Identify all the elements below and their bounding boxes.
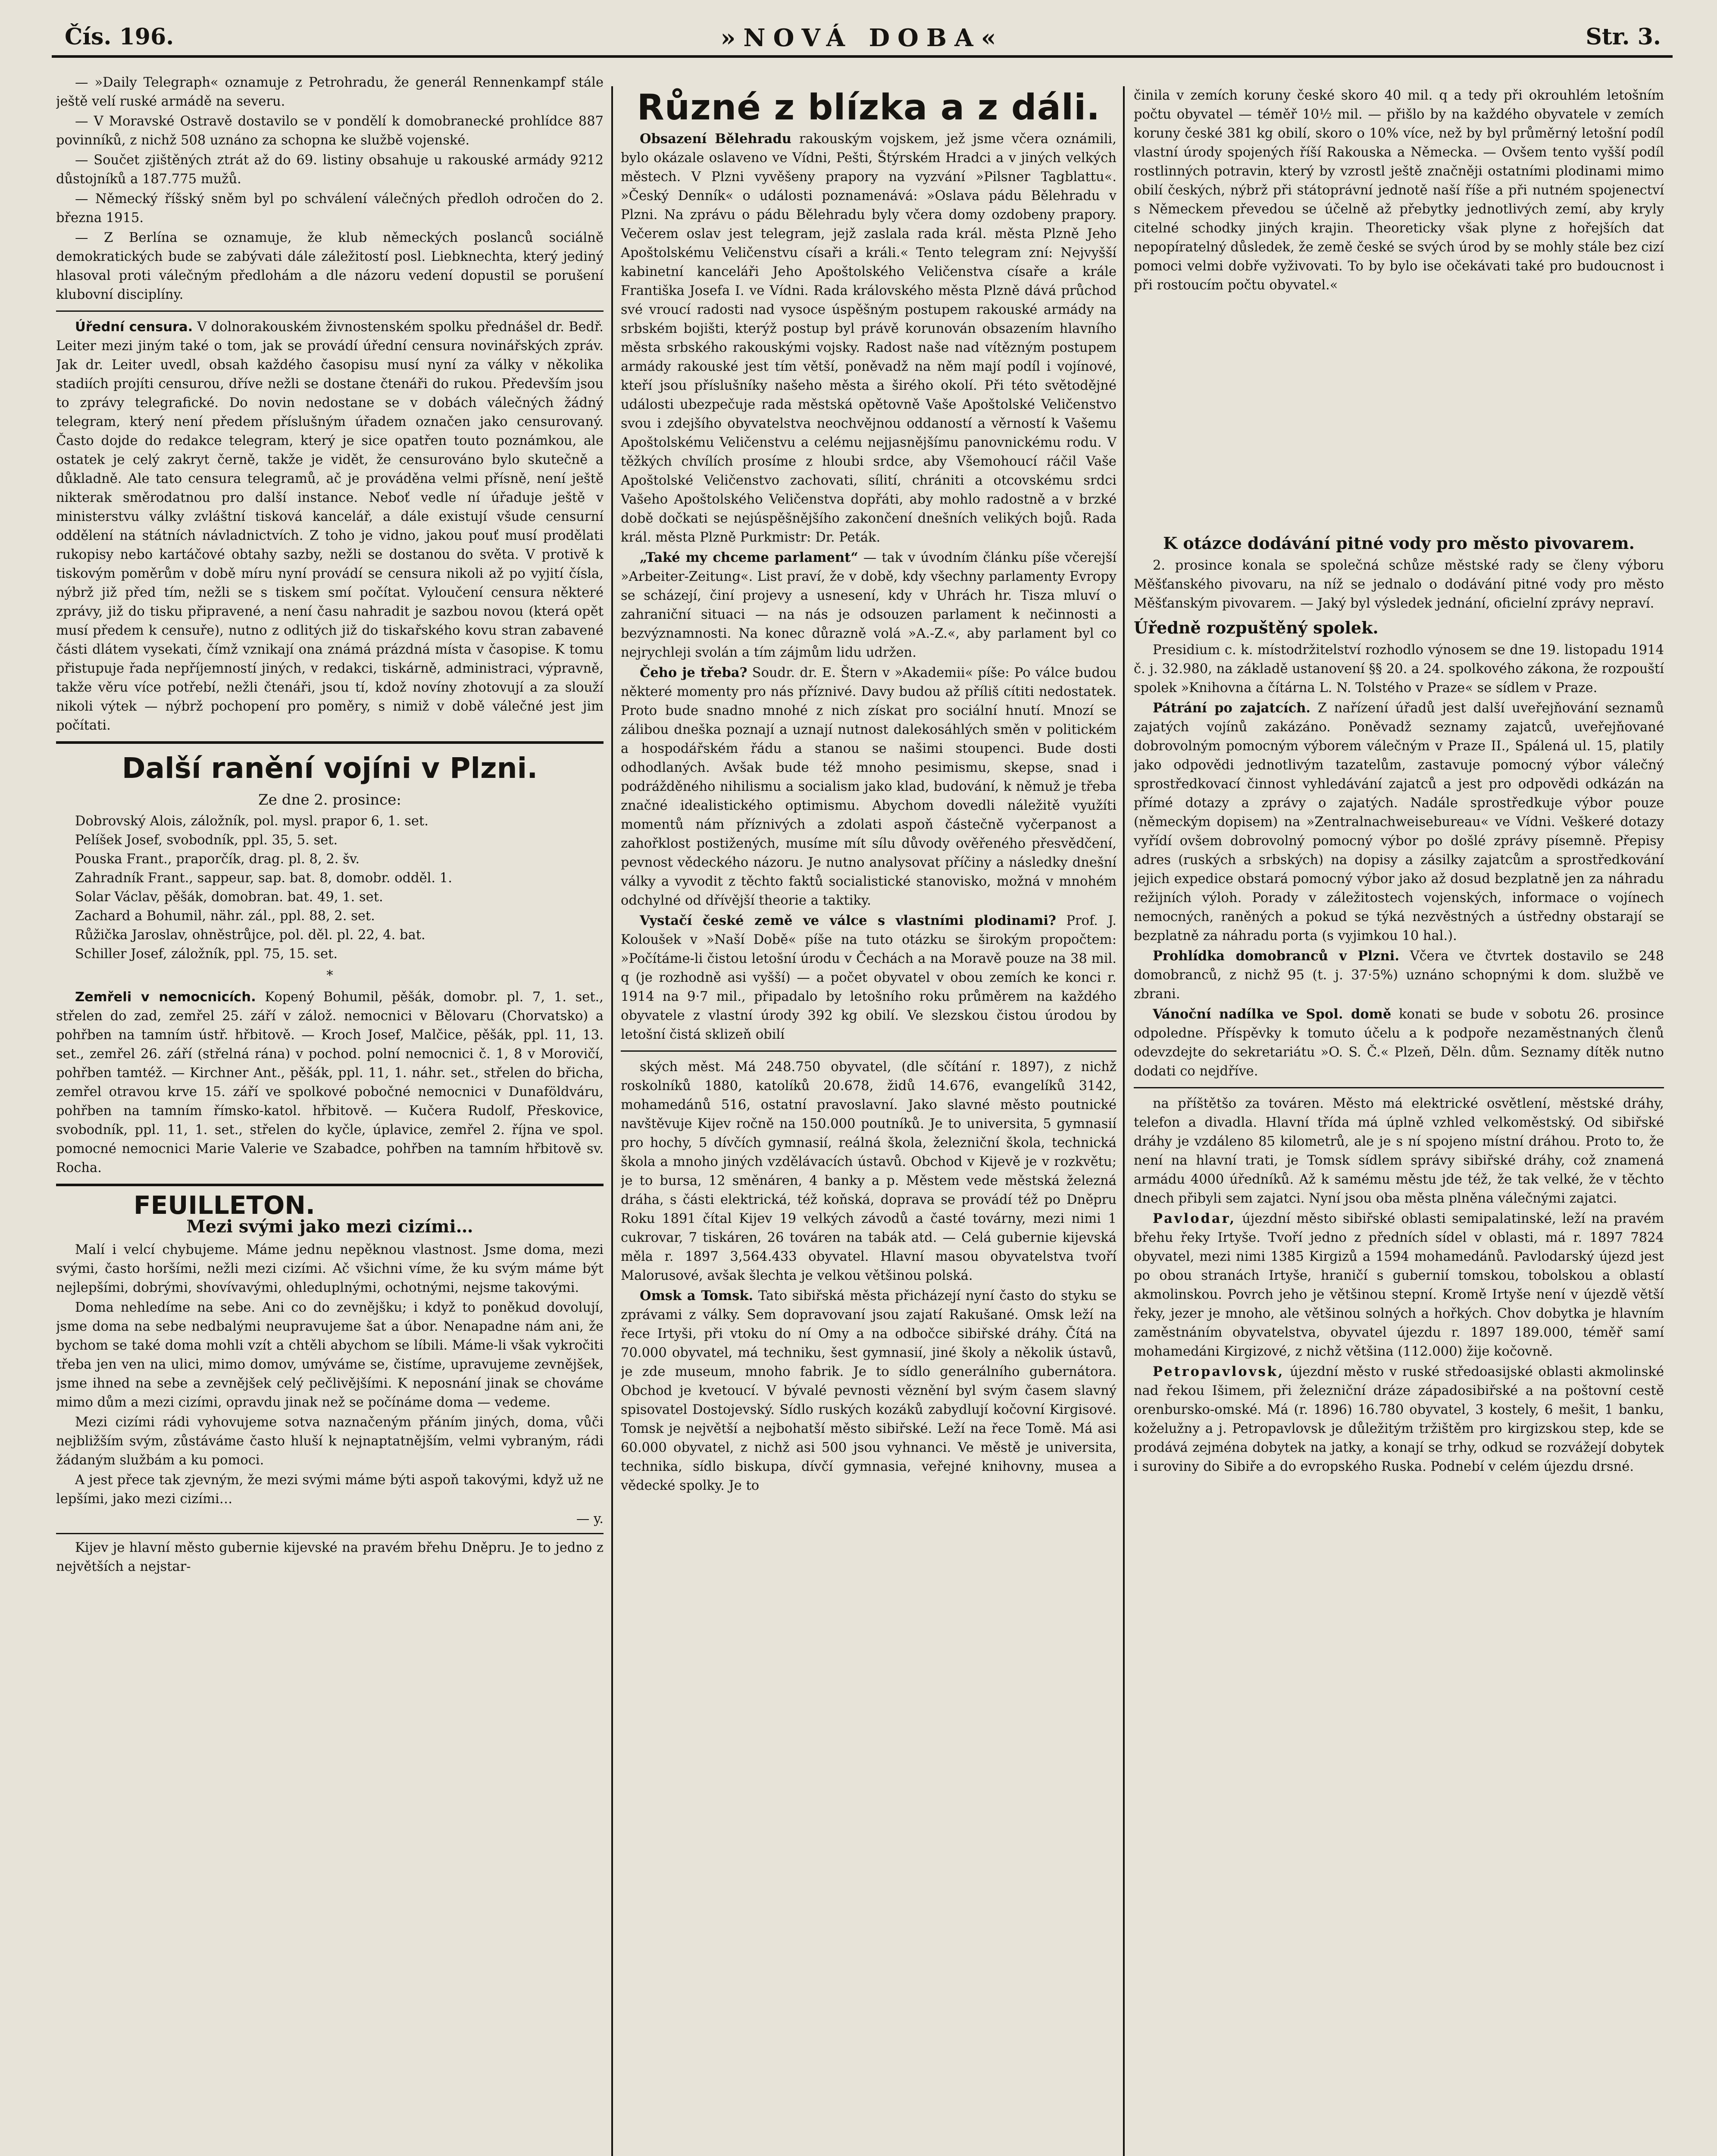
nadilka-text: konati se bude v sobotu 26. prosince odpoledne. Příspěvky k tomuto účelu a k podpoře nezaměstnaných členů odevzdejte do sekretariátu »O. S. Č.« Plzeň, Děln. dům. Seznamy dítěk nutno dodati co nejdříve. [1134,1007,1664,1079]
news-item: — Německý říšský sněm byl po schválení válečných předloh odročen do 2. března 1915. [56,191,604,226]
parlament-text: — tak v úvodním článku píše včerejší »Arbeiter-Zeitung«. List praví, že v době, kdy všechny parlamenty Evropy se scházejí, činí projevy a usnesení, kdy v Uhrách hr. Tisza mluví o zahraniční situaci — na nás je odsouzen parlament k nečinnosti a bezvýznamnosti. Na konec důrazně volá »A.-Z.«, aby parlament byl co nejrychleji svolán a tím zájmům lidu udržen. [621,550,1117,660]
kijev-start: Kijev je hlavní město gubernie kijevské na pravém břehu Dněpru. Je to jedno z největších a nejstar- [56,1540,604,1574]
zemreli-heading: Zemřeli v nemocnicích. [75,990,256,1005]
news-item: — V Moravské Ostravě dostavilo se v pondělí k domobranecké prohlídce 887 povinníků, z nichž 508 uznáno za schopna ke službě vojenské. [56,114,604,148]
page-number: Str. 3. [1586,24,1661,50]
raneni-list [56,812,604,964]
feuilleton-heading: FEUILLETON. [134,1191,315,1220]
news-item: — Z Berlína se oznamuje, že klub německých poslanců sociálně demokratických bude se zabývati dále záležitostí posl. Liebknechta, který jediný hlasoval proti válečným předlohám a dle názoru vedení dopustil se porušení klubovní disciplíny. [56,230,604,302]
article-censura [56,318,604,735]
petropavlovsk-heading: Petropavlovsk, [1153,1364,1285,1379]
news-item: — Součet zjištěných ztrát až do 69. listiny obsahuje u rakouské armády 9212 důstojníků a 187.775 mužů. [56,153,604,187]
omsk-text: Tato sibiřská města přicházejí nyní často do styku se zprávami z války. Sem dopravovaní jsou zajatí Rakušané. Omsk leží na řece Irtyši, při vtoku do ní Omy a na odbočce sibiřské dráhy. Čítá na 70.000 obyvatel, má techniku, šest gymnasií, jiné školy a několik ústavů, je zde museum, mnoho fabrik. Je to sídlo generálního gubernátora. Obchod je kvetoucí. V bývalé pevnosti věznění byl svým časem slavný spisovatel Dostojevský. Sídlo ruských kozáků zabydlují kočovní Kirgisové. Tomsk je největší a nejbohatší město sibiřské. Leží na řece Tomě. Má asi 60.000 obyvatel, z nichž asi 500 jsou vyhnanci. Ve městě je universita, technika, sídlo biskupa, dívčí gymnasia, veřejné knihovny, musea a vědecké spolky. Je to [621,1288,1117,1493]
prohlidka-text: Včera ve čtvrtek dostavilo se 248 domobranců, z nichž 95 (t. j. 37·5%) uznáno schopnými k dom. službě ve zbrani. [1134,949,1664,1002]
divider [56,310,604,312]
belehrad-heading: Obsazení Bělehradu [640,131,791,147]
list-item: Pelíšek Josef, svobodník, ppl. 35, 5. set. [75,833,338,848]
ceho-heading: Čeho je třeba? [640,665,747,680]
raneni-date: Ze dne 2. prosince: [258,791,401,808]
censura-heading: Úřední censura. [75,320,193,335]
belehrad-text: rakouským vojskem, jež jsme včera oznámili, bylo okázale oslaveno ve Vídni, Pešti, Štýrském Hradci a v jiných velkých městech. V Plzni vyvěšeny prapory na vyzvání »Pilsner Tagblattu«. »Český Denník« o události poznamenává: »Oslava pádu Bělehradu v Plzni. Na zprávu o pádu Bělehradu byly včera domy ozdobeny prapory. Večerem oslav jest telegram, jejž zaslala rada král. města Plzně Jeho Apoštolskému Veličenstvu císaři a králi.« Tento telegram zní: Nejvyšší kabinetní kanceláři Jeho Apoštolského Veličenstva císaře a krále Františka Josefa I. ve Vídni. Rada královského města Plzně dává průchod své vroucí radosti nad vysoce úspěšným postupem rakouské armády na srbském bojišti, kterýž postup byl právě korunován obsazením hlavního města srbského rakouskými vojsky. Radost naše nad vítězným postupem armády rakouské jest tím větší, poněvadž na něm mají podíl i vojínové, kteří jsou příslušníky našeho města a širého okolí. Při této světodějné události ubezpečuje rada městská opětovně Vaše Apoštolské Veličenstvo svou i zdejšího obyvatelstva neochvějnou oddaností a věrností k Vašemu Apoštolskému Veličenstvu a celému nejjasnějšímu panovnickému rodu. V těžkých chvílích prosíme z hloubi srdce, aby Všemohoucí ráčil Vaše Apoštolské Veličenstvo zachovati, sílití, chrániti a otcovskému srdci Vašeho Apoštolského Veličenstva dopřáti, aby mohlo radostně a v brzké době dočkati se nejúspěšnějšího zakončení dnešních velikých bojů. Rada král. města Plzně Purkmistr: Dr. Peták. [621,132,1117,545]
separator-star: * [326,968,333,983]
zemreli-text: Kopený Bohumil, pěšák, domobr. pl. 7, 1. set., střelen do zad, zemřel 25. září v zálož. nemocnici v Bělovaru (Chorvatsko) a pohřben na tamním ústř. hřbitově. — Kroch Josef, Malčice, pěšák, ppl. 11, 13. set., zemřel 26. září (střelná rána) v pochod. polní nemocnici č. 1, 8 v Morovičí, pohřben tamtéž. — Kirchner Ant., pěšák, ppl. 11, 1. náhr. set., střelen do břicha, zemřel otravou krve 15. září ve spolkové pobočné nemocnici v Dunaföldváru, pohřben na tamním římsko-katol. hřbitově. — Kučera Rudolf, Přeskovice, svobodník, ppl. 11, 1. set., střelen do kyčle, úplavice, zemřel 2. října ve spol. pomocné nemocnici Marie Valerie ve Szabadce, pohřben na tamním hřbitově sv. Rocha. [56,990,604,1175]
list-item: Schiller Josef, záložník, ppl. 75, 15. set. [75,946,338,962]
column-2 [621,86,1117,2156]
section-title: Různé z blízka a z dáli. [637,87,1101,128]
feuilleton-signature: — y. [576,1511,604,1526]
column-rule-2 [1123,86,1125,2156]
voda-text: 2. prosince konala se společná schůze městské rady se členy výboru Měšťanského pivovaru, na níž se jednalo o dodávání pitné vody pro město Měšťanským pivovarem. — Jaký byl výsledek jednání, oficielní zprávy nepraví. [1134,558,1664,611]
divider [56,741,604,744]
spolek-text: Presidium c. k. místodržitelství rozhodlo výnosem se dne 19. listopadu 1914 č. j. 32.980, na základě ustanovení §§ 20. a 24. spolkového zákona, že rozpouští spolek »Knihovna a čítárna L. N. Tolstého v Praze« se sídlem v Praze. [1134,642,1664,696]
feuilleton-paragraph: Doma nehledíme na sebe. Ani co do zevnějšku; i když to poněkud dovolují, jsme doma na sebe nedbalými neupravujeme šat a úbor. Nenapadne nám ani, že bychom se také doma mohli vzít a chtěli abychom se líbili. Máme-li však vykročiti třeba jen ven na ulici, mimo domov, umýváme se, čistíme, upravujeme zevnějšek, jsme ihned na sebe a zevnějšek celý pečlivějšími. K neposnání jinak se chováme mimo dům a mezi cizími, opravdu jinak než se počínáme doma — vedeme. [56,1300,604,1410]
feuilleton-title: Mezi svými jako mezi cizími… [186,1216,473,1237]
article-nadilka [1134,1005,1664,1081]
divider [56,1533,604,1534]
pavlodar-text: újezdní město sibiřské oblasti semipalatinské, leží na pravém břehu řeky Irtyše. Tvoří jedno z předních sídel v oblasti, má r. 1897 7824 obyvatel, mezi nimi 1385 Kirgizů a 1594 mohamedánů. Pavlodarský újezd jest po obou stranách Irtyše, hraničí s gubernií tomskou, tobolskou a oblastí akmolinskou. Povrch jeho je většinou stepní. Kromě Irtyše není v újezdě větší řeky, jezer je mnoho, ale většinou solných a hořkých. Chov dobytka je hlavním zaměstnáním obyvatelstva, obyvatel újezdu r. 1897 189.000, téměř samí mohamedáni Kirgizové, z nichž většina (112.000) žije kočovně. [1134,1211,1664,1359]
list-item: Pouska Frant., praporčík, drag. pl. 8, 2. šv. [75,852,360,867]
pavlodar-heading: Pavlodar, [1153,1211,1236,1226]
column-rule-1 [611,86,613,2156]
divider [1134,1087,1664,1088]
article-belehrad [621,129,1117,547]
article-petropavlovsk [1134,1362,1664,1476]
vystaci-heading: Vystačí české země ve válce s vlastními plodinami? [640,913,1056,928]
patrani-text: Z nařízení úřadů jest další uveřejňování seznamů zajatých vojínů zakázáno. Poněvadž seznamy zajatců, uveřejňované dobrovolným pomocným výborem válečným v Praze II., Spálená ul. 15, platily jako odpovědi jednotlivým tazatelům, zastavuje pomocný výbor válečný sprostředkovací činnost vyhledávání zajatců a jest pro odpovědi odkázán na přímé dotazy a zprávy o zajatých. Nadále sprostředkuje výbor pouze (německým dopisem) na »Zentralnachweisebureau« ve Vídni. Veškeré dotazy vyřídí ovšem dobrovolný pomocný výbor po došlé zprávy písemně. Přepisy adres (ruských a srbských) na dopisy a zásilky zajatcům a sprostředkování jejich expedice obstará pomocný výbor jako až dosud bezplatně jen za náhradu režijních výloh. Porady v záležitostech vojenských, informace o vojínech nemocných, raněných a pokud se týká nezvěstných a ústředny obstarají se bezplatně za náhradu porta (s vyjimkou 10 hal.). [1134,701,1664,943]
spolek-heading: Úředně rozpuštěný spolek. [1134,618,1379,637]
omsk-heading: Omsk a Tomsk. [640,1288,754,1304]
article-patrani [1134,699,1664,946]
prohlidka-heading: Prohlídka domobranců v Plzni. [1153,948,1399,964]
feuilleton-paragraph: Malí i velcí chybujeme. Máme jednu nepěknou vlastnost. Jsme doma, mezi svými, často horšími, nežli mezi cizími. Ač všichni víme, že ku svým máme být nejlepšími, dobrými, shovívavými, ohleduplnými, ochotnými, nejsme takovými. [56,1242,604,1295]
kijev-continuation: ských měst. Má 248.750 obyvatel, (dle sčítání r. 1897), z nichž roskolníků 1880, katolíků 20.678, židů 14.676, evangelíků 3142, mohamedánů 516, ostatní pravoslavní. Jako slavné město poutnické navštěvuje Kijev ročně na 150.000 poutníků. Je to universita, 5 gymnasií pro hochy, 5 dívčích gymnasií, reálná škola, železniční škola, technická škola a mnoho jiných vzdělávacích ústavů. Obchod v Kijevě je v rozkvětu; je to bursa, 12 směnáren, 4 banky a p. Městem vede městská železná dráha, s části elektrická, též koňská, doprava se provádí též po Dněpru Roku 1891 čítal Kijev 19 velkých závodů a časté továrny, mezi nimi 1 cukrovar, 7 tiskáren, 26 továren na tabák atd. — Celá gubernie kijevská měla r. 1897 3,564.433 obyvatel. Hlavní masou obyvatelstva tvoří Malorusové, avšak šlechta je velkou většinou polská. [621,1059,1117,1283]
list-item: Dobrovský Alois, záložník, pol. mysl. prapor 6, 1. set. [75,814,428,829]
petropavlovsk-text: újezdní město v ruské středoasijské oblasti akmolinské nad řekou Išimem, při železniční dráze západosibiřské a na poštovní cestě orenbursko-omské. Má (r. 1896) 16.780 obyvatel, 3 kostely, 6 mešit, 1 banku, koželužny a j. Petropavlovsk je důležitým tržištěm pro kirgizskou step, kde se prodává zejména dobytek na jatky, a konají se trhy, odkud se rozvážejí dobytek i suroviny do Sibiře a do evropského Ruska. Podnebí v celém újezdu drsné. [1134,1364,1664,1474]
article-omsk [621,1286,1117,1495]
header-rule [52,55,1673,58]
censura-text: V dolnorakouském živnostenském spolku přednášel dr. Bedř. Leiter mezi jiným také o tom, jak se provádí úřední censura novinářských zpráv. Jak dr. Leiter uvedl, obsah každého časopisu musí nyní za války v několika stadiích projíti censurou, dříve nežli se dostane čtenáři do rukou. Především jsou to zprávy telegrafické. Do novin nedostane se v dobách válečných žádný telegram, který není předem příslušným úřadem označen jako censurovaný. Často dojde do redakce telegram, který je sice opatřen touto poznámkou, ale ostatek je celý zakryt černě, takže je vidět, že censurováno bylo skutečně a důkladně. Ale tato censura telegramů, ač je prováděna velmi přísně, není ještě nikterak směrodatnou pro další instance. Neboť vedle ní úřaduje ještě v ministerstvu války zvláštní tisková kancelář, a dále existují všude censurní oddělení na státních návladnictvích. Z toho je vidno, jakou pouť musí prodělati rukopisy nebo kartáčové obtahy sazby, nežli se dostanou do světa. V protivě k tiskovým poměrům v době míru nyní provádí se censura nikoli až po vyjití čísla, nýbrž již před tím, nežli se s tiskem smí počítat. Vyloučení censura některé zprávy, již do tisku připravené, a není času nahradit je sazbou novou (která opět musí předem k censuře), nutno z odlitých již do tiskařského kovu stran zabavené části dlátem vysekati, čímž vznikají ona známá prázdná místa v časopise. K tomu přistupuje řada nepříjemností jiných, v redakci, tiskárně, administraci, výpravně, takže věru více potřebí, nežli čtenáři, jsou tí, kdož novíny zhotovují a za slouží nikoli výtek — nýbrž pochopení pro poměry, s nimiž v době válečné jest jim počítati. [56,320,604,733]
feuilleton-paragraph: Mezi cizími rádi vyhovujeme sotva naznačeným přáním jiných, doma, vůči nejbližším svým, zůstáváme často hluší k nejnaptatnějším, velmi vybraným, rádi žádaným službám a ku pomoci. [56,1415,604,1468]
nadilka-heading: Vánoční nadílka ve Spol. domě [1153,1006,1392,1022]
article-vystaci [621,911,1117,1044]
column-1 [56,73,604,2156]
list-item: Zachard a Bohumil, nähr. zál., ppl. 88, 2. set. [75,909,375,924]
list-item: Solar Václav, pěšák, domobran. bat. 49, 1. set. [75,890,383,905]
blank-space [1134,296,1664,529]
divider [621,1050,1117,1052]
list-item: Zahradník Frant., sappeur, sap. bat. 8, domobr. odděl. 1. [75,871,452,886]
feuilleton-paragraph: A jest přece tak zjevným, že mezi svými máme býti aspoň takovými, když už ne lepšími, jako mezi cizími… [56,1473,604,1507]
tomsk-continuation: na příštětšo za továren. Město má elektrické osvětlení, městské dráhy, telefon a divadla. Hlavní třída má úplně vzhled velkoměstský. Od sibiřské dráhy je vzdáleno 85 kilometrů, ale je s ní spojeno místní dráhou. Proto to, že není na hlavní trati, je Tomsk sídlem správy sibiřské dráhy, což znamená armádu 4000 úředníků. Až k samému městu jde též, že tak velké, že v těchto dnech přibyli sem zajatci. Nyní jsou oba města plněna válečnými zajatci. [1134,1096,1664,1206]
column-3 [1134,86,1664,2156]
patrani-heading: Pátrání po zajatcích. [1153,700,1311,716]
divider [56,1184,604,1186]
vystaci-continuation: činila v zemích koruny české skoro 40 mil. q a tedy při okrouhlém letošním počtu obyvatel — téměř 10½ mil. — přišlo by na každého obyvatele v zemích koruny české 381 kg obilí, skoro o 10% více, než by byl průměrný letošní podíl vlastní úrody spojených říší Rakouska a Německa. — Ovšem tento vyšší podíl rostlinných potravin, který by vzrostl ještě značněji ostatními plodinami mimo obilí českých, nýbrž při státoprávní jednotě naší říše a při nutném spojenectví s Německem převedou se účelně až přebytky jednotlivých zemí, aby kryly citelné schodky jiných krajin. Theoreticky však plyne z hořejších dat nepopíratelný důsledek, že země české se svých úrod by se mohly stále bez cizí pomoci velmi dobře vyživovati. To by bylo ise očekávati také pro budoucnost i při rostoucím počtu obyvatel.« [1134,88,1664,293]
ceho-text: Soudr. dr. E. Štern v »Akademii« píše: Po válce budou některé momenty pro nás příznivé. Davy budou až příliš cítiti nedostatek. Proto bude snadno mnohé z nich získat pro sociální hnutí. Mnozí se zálibou dneška poznají a uznají nutnost dalekosáhlých směn v politickém a hospodářském řádu a stanou se našimi stoupenci. Bude dosti odhodlaných. Avšak bude též mnoho pesimismu, skepse, snad i podrážděného nihilismu a socialism jako klad, budování, k němuž je třeba značné idealistického optimismu. Abychom dovedli náležitě využíti momentů nám příznivých a zdolati aspoň částečně vyčerpanost a zahořklost postižených, musíme mít sílu důvody ověřeného přesvědčení, pevnost vědeckého názoru. Je nutno analysovat příčiny a následky dnešní války a vyvodit z těchto faktů socialistické stanovisko, možná v mnohém odchylné od dřívější theorie a taktiky. [621,665,1117,908]
list-item: Růžička Jaroslav, ohněstrůjce, pol. děl. pl. 22, 4. bat. [75,928,425,943]
masthead: »NOVÁ DOBA« [720,24,1004,52]
news-item: — »Daily Telegraph« oznamuje z Petrohradu, že generál Rennenkampf stále ještě velí ruské armádě na severu. [56,75,604,109]
issue-number: Čís. 196. [65,24,174,50]
vystaci-text: Prof. J. Koloušek v »Naší Době« píše na tuto otázku se širokým propočtem: »Počítáme-li čistou letošní úrodu v Čechách a na Moravě pouze na 38 mil. q (je rozhodně asi vyšší) — a počet obyvatel v obou zemích ke konci r. 1914 na 9·7 mil., připadalo by letošního roku průměrem na každého obyvatele z vlastní úrody 392 kg obilí. Ve slezskou čistou úrodou by letošní čistá sklizeň obilí [621,913,1117,1042]
voda-heading: K otázce dodávání pitné vody pro město pivovarem. [1163,533,1635,553]
article-zemreli [56,988,604,1178]
article-ceho [621,663,1117,910]
article-parlament [621,548,1117,662]
article-prohlidka [1134,946,1664,1004]
parlament-heading: „Také my chceme parlament“ [640,550,858,565]
raneni-title: Další ranění vojíni v Plzni. [122,752,538,785]
article-pavlodar [1134,1209,1664,1361]
